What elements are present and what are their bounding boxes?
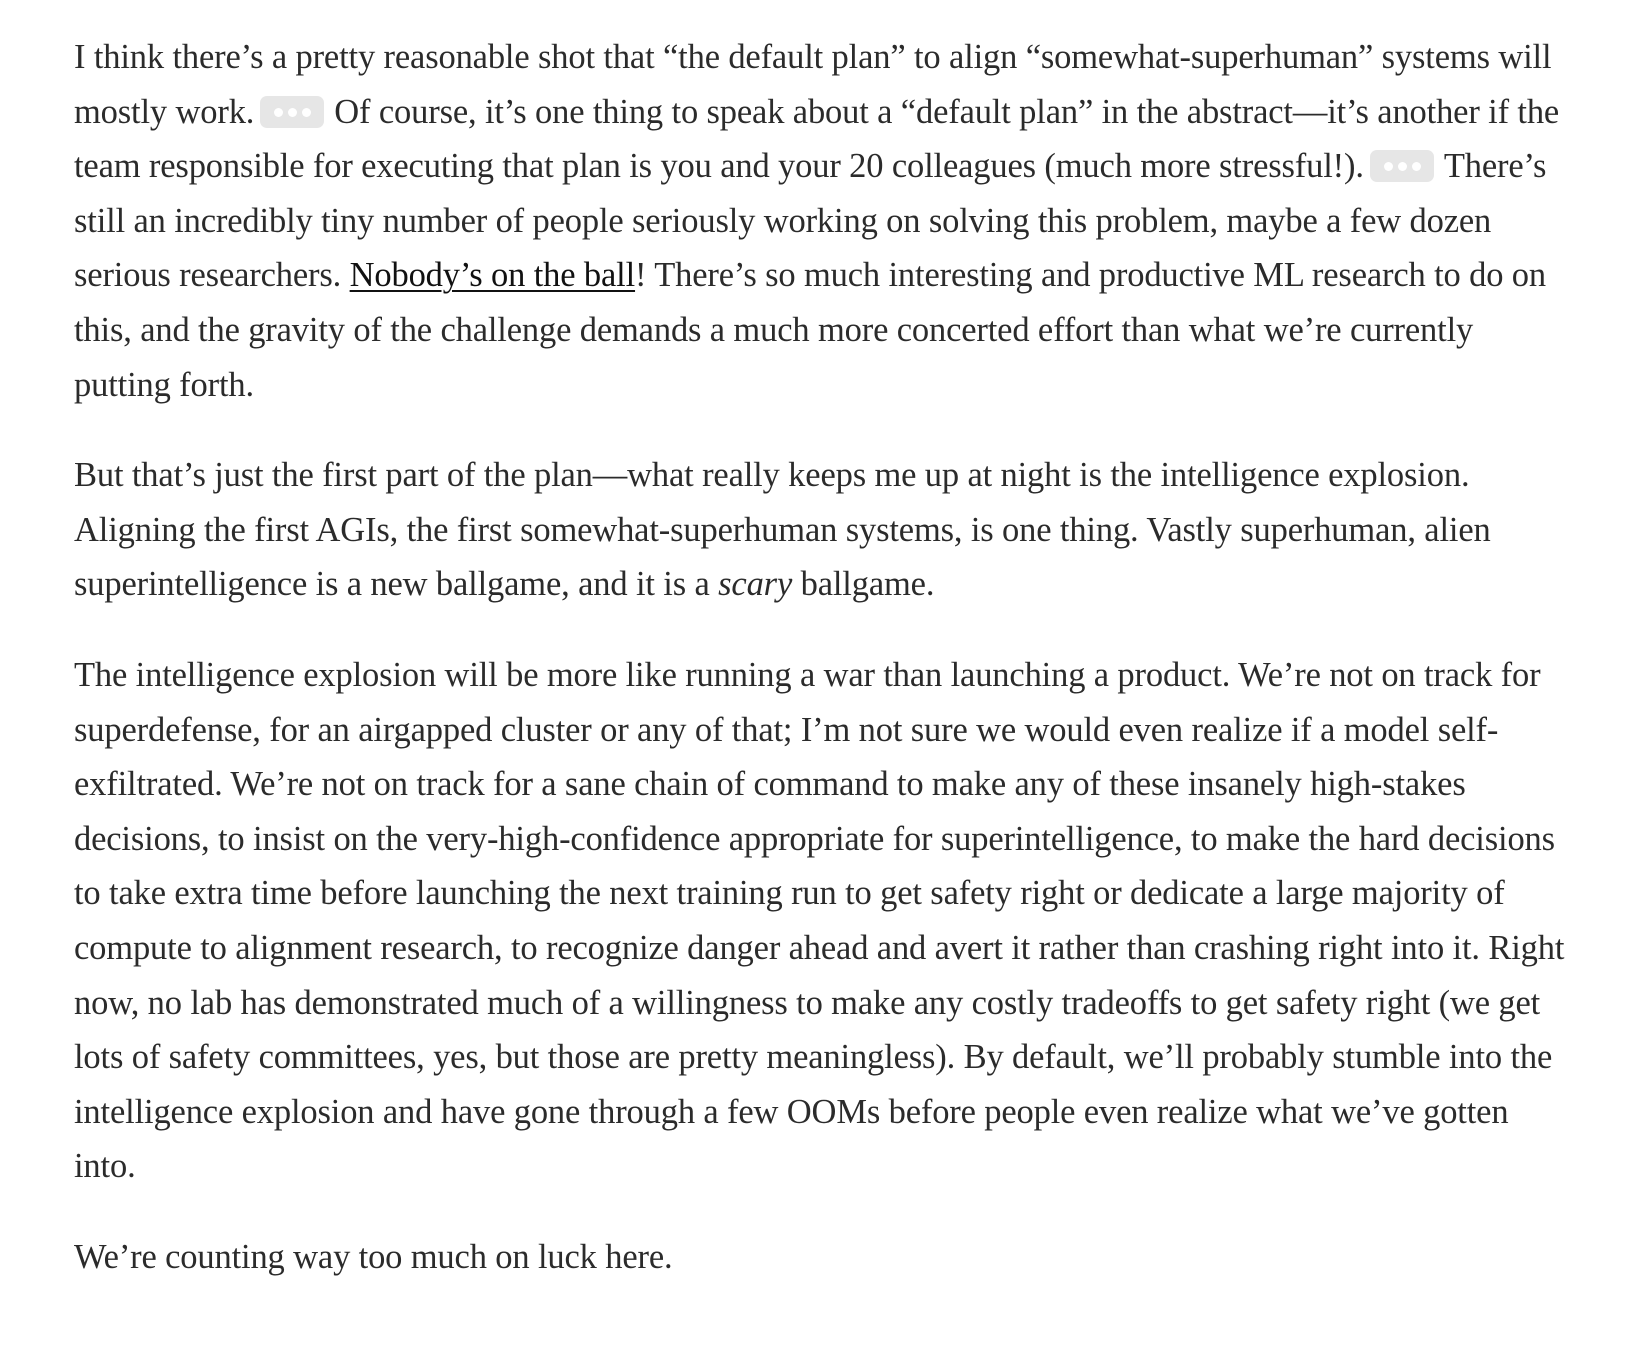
paragraph-intelligence-explosion bbox=[74, 448, 1574, 612]
paragraph-luck: We’re counting way too much on luck here. bbox=[74, 1237, 673, 1276]
ellipsis-dot-icon bbox=[1384, 162, 1393, 171]
ellipsis-dot-icon bbox=[274, 108, 283, 117]
ellipsis-dot-icon bbox=[1412, 162, 1421, 171]
paragraph-text: There’s still an incredibly tiny number of people seriously working on solving this problem, maybe a few dozen serious researchers. bbox=[74, 147, 1547, 295]
paragraph-text: ! There’s so much interesting and productive ML research to do on this, and the gravity of the challenge demands a much more concerted effort than what we’re currently putting forth. bbox=[74, 256, 1546, 404]
paragraph-war-not-product: The intelligence explosion will be more like running a war than launching a product. We’re not on track for superdefense, for an airgapped cluster or any of that; I’m not sure we would even realize if a model self-exfiltrated. We’re not on track for a sane chain of command to make any of these insanely high-stakes decisions, to insist on the very-high-confidence appropriate for superintelligence, to make the hard decisions to take extra time before launching the next training run to get safety right or dedicate a large majority of compute to alignment research, to recognize danger ahead and avert it rather than crashing right into it. Right now, no lab has demonstrated much of a willingness to make any costly tradeoffs to get safety right (we get lots of safety committees, yes, but those are pretty meaningless). By default, we’ll probably stumble into the intelligence explosion and have gone through a few OOMs before people even realize what we’ve gotten into. bbox=[74, 655, 1565, 1186]
expand-footnote-button[interactable] bbox=[260, 96, 324, 128]
paragraph-text: ballgame. bbox=[800, 565, 935, 604]
ellipsis-dot-icon bbox=[288, 108, 297, 117]
paragraph-text: I think there’s a pretty reasonable shot that “the default plan” to align “somewhat-superhuman” systems will mostly work. bbox=[74, 38, 1552, 131]
article-body bbox=[74, 30, 1574, 1320]
paragraph-text: Of course, it’s one thing to speak about a “default plan” in the abstract—it’s another if the team responsible for executing that plan is you and your 20 colleagues (much more stressful!). bbox=[74, 92, 1560, 186]
emphasis-text: scary bbox=[718, 565, 793, 604]
nobodys-on-the-ball-link[interactable]: Nobody’s on the ball bbox=[349, 256, 636, 295]
ellipsis-dot-icon bbox=[302, 108, 311, 117]
expand-footnote-button[interactable] bbox=[1370, 150, 1434, 182]
paragraph-text: But that’s just the first part of the plan—what really keeps me up at night is the intelligence explosion. Aligning the first AGIs, the first somewhat-superhuman systems, is one thing. Vastly superhuman, alien superintelligence is a new ballgame, and it is a bbox=[74, 456, 1491, 604]
ellipsis-dot-icon bbox=[1398, 162, 1407, 171]
paragraph-default-plan bbox=[74, 30, 1574, 412]
